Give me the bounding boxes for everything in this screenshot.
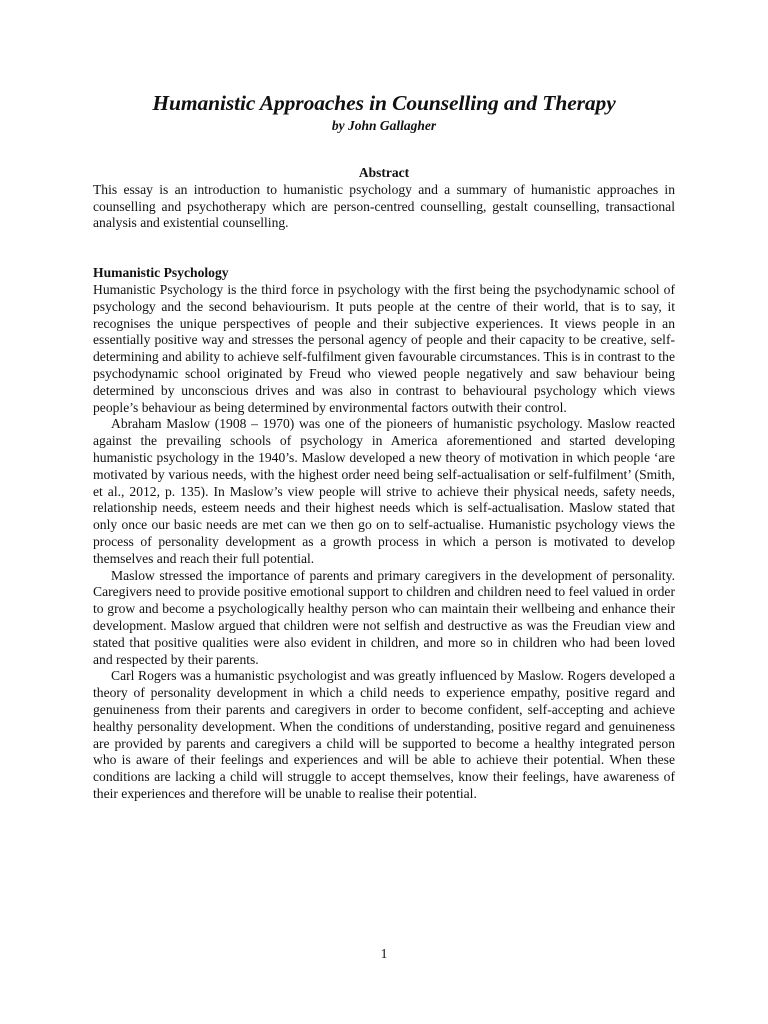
body-paragraph-3: Maslow stressed the importance of parents and primary caregivers in the development of personality. Caregivers need to provide positive emotional support to children and children need to feel valued in order to grow and become a psychologically healthy person who can maintain their wellbeing and enhance their development. Maslow argued that children were not selfish and destructive as was the Freudian view and stated that positive qualities were also evident in children, and more so in children who had been loved and respected by their parents. [93,567,675,667]
body-paragraph-4: Carl Rogers was a humanistic psychologist and was greatly influenced by Maslow. Rogers developed a theory of personality development in which a child needs to experience empathy, positive regard and genuineness from their parents and caregivers in order to become confident, self-accepting and achieve healthy personality development. When the conditions of understanding, positive regard and genuineness are provided by parents and caregivers a child will be supported to become a healthy integrated person who is aware of their feelings and experiences and will be able to achieve their potential. When these conditions are lacking a child will struggle to accept themselves, know their feelings, have awareness of their experiences and therefore will be unable to realise their potential. [93,668,675,801]
section-heading: Humanistic Psychology [93,265,229,281]
body-paragraph-2: Abraham Maslow (1908 – 1970) was one of the pioneers of humanistic psychology. Maslow reacted against the prevailing schools of psychology in America aforementioned and started developing humanistic psychology in the 1940’s. Maslow developed a new theory of motivation in which people ‘are motivated by various needs, with the highest order need being self-actualisation or self-fulfilment’ (Smith, et al., 2012, p. 135). In Maslow’s view people will strive to achieve their physical needs, safety needs, relationship needs, esteem needs and their highest needs which is self-actualisation. Maslow stated that only once our basic needs are met can we then go on to self-actualise. Humanistic psychology views the process of personality development as a growth process in which a person is motivated to develop themselves and reach their full potential. [93,416,675,566]
document-title: Humanistic Approaches in Counselling and Therapy [152,91,616,115]
body-paragraph-1: Humanistic Psychology is the third force in psychology with the first being the psychodynamic school of psychology and the second behaviourism. It puts people at the centre of their world, that is to say, it recognises the unique perspectives of people and their subjective experiences. It views people in an essentially positive way and stresses the personal agency of people and their capacity to be creative, self-determining and ability to achieve self-fulfilment given favourable circumstances. This is in contrast to the psychodynamic school originated by Freud who viewed people negatively and saw behaviour being determined by unconscious drives and was also in contrast to behavioural psychology which views people’s behaviour as being determined by environmental factors outwith their control. [93,281,675,415]
document-page [93,88,675,803]
author-byline: by John Gallagher [331,118,437,133]
page-number: 1 [380,946,388,961]
abstract-heading: Abstract [358,165,410,180]
abstract-text: This essay is an introduction to humanistic psychology and a summary of humanistic approaches in counselling and psychotherapy which are person-centred counselling, gestalt counselling, transactional analysis and existential counselling. [93,181,675,231]
